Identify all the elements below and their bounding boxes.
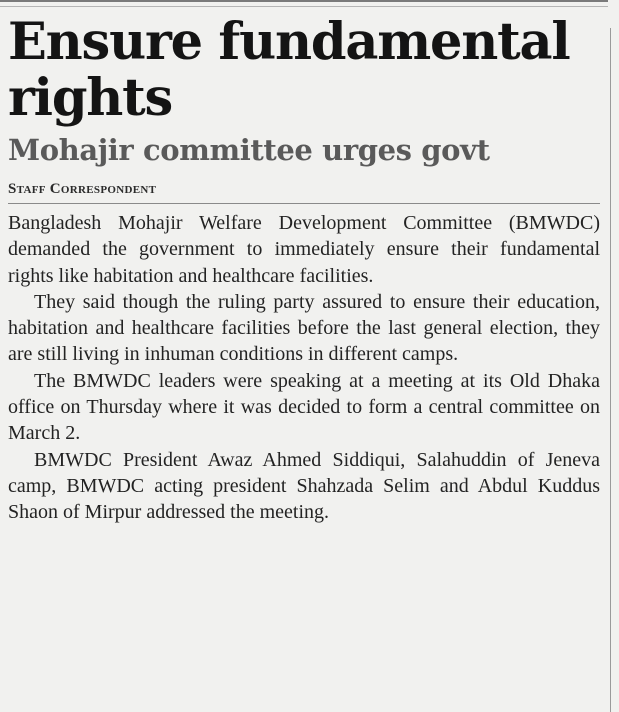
paragraph-3: The BMWDC leaders were speaking at a meeting at its Old Dhaka office on Thursday where it was decided to form a central committee on March 2. <box>8 369 600 445</box>
headline: Ensure fundamental rights <box>8 12 570 128</box>
top-rule <box>0 0 608 2</box>
column-divider <box>610 28 611 712</box>
paragraph-4: BMWDC President Awaz Ahmed Siddiqui, Salahuddin of Jeneva camp, BMWDC acting president Shahzada Selim and Abdul Kuddus Shaon of Mirpur addressed the meeting. <box>8 448 600 524</box>
paragraph-1: Bangladesh Mohajir Welfare Development Committee (BMWDC) demanded the government to immediately ensure their fundamental rights like habitation and healthcare facilities. <box>8 212 600 287</box>
top-rule-inner <box>0 6 608 7</box>
paragraph-2: They said though the ruling party assured to ensure their education, habitation and healthcare facilities before the last general election, they are still living in inhuman conditions in different camps. <box>8 290 600 366</box>
article-body <box>8 210 600 526</box>
subheadline: Mohajir committee urges govt <box>8 133 490 167</box>
news-article <box>8 14 600 526</box>
byline: Staff Correspondent <box>8 178 600 204</box>
